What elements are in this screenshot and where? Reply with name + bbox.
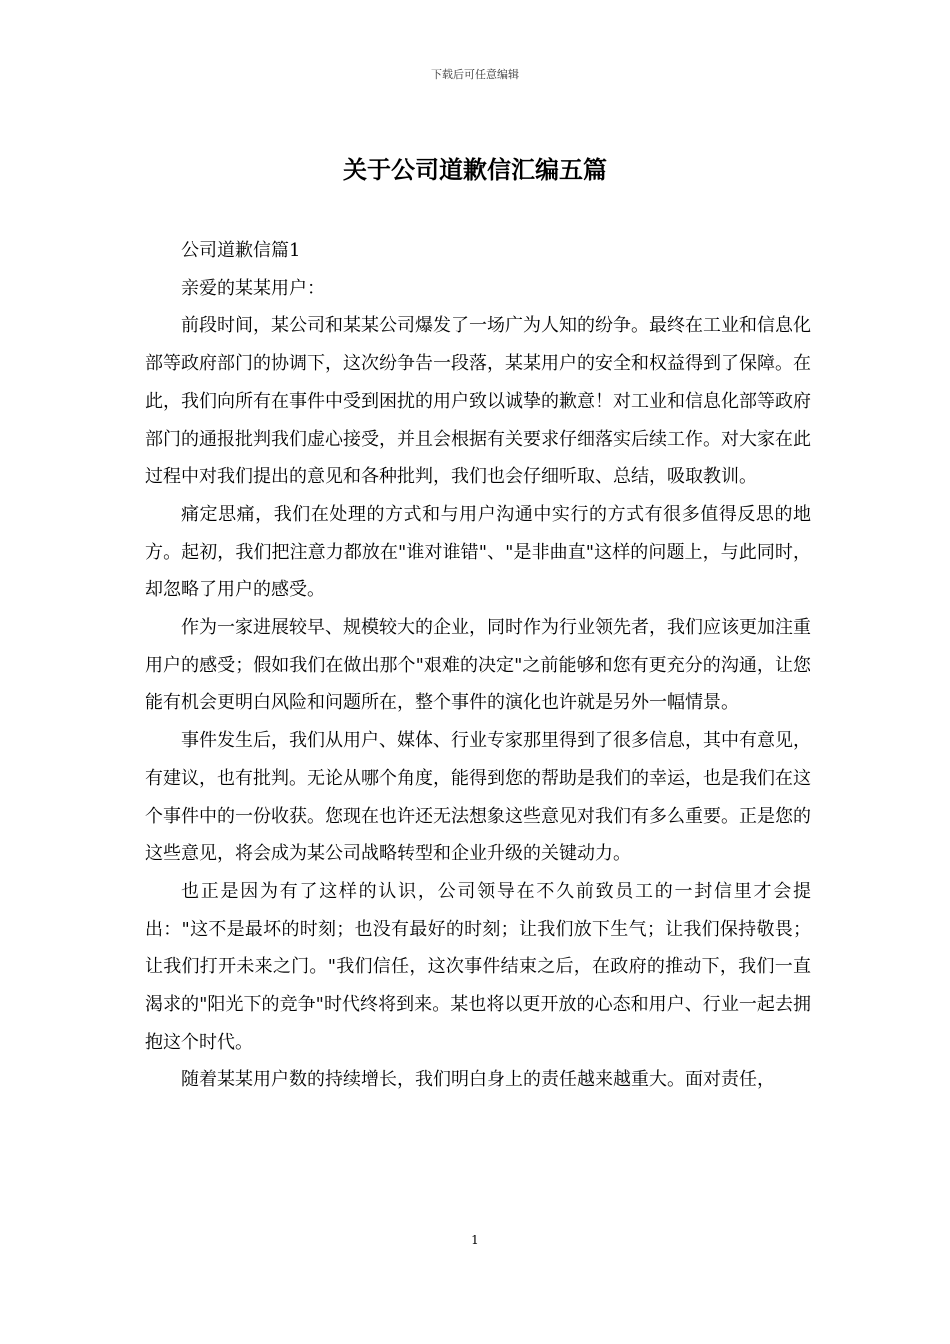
body-paragraph: 痛定思痛，我们在处理的方式和与用户沟通中实行的方式有很多值得反思的地方。起初，我们把注意力都放在"谁对谁错"、"是非曲直"这样的问题上，与此同时，却忽略了用户的感受。 <box>145 503 811 601</box>
salutation: 亲爱的某某用户： <box>181 277 325 299</box>
document-body <box>145 232 811 1099</box>
body-paragraph: 事件发生后，我们从用户、媒体、行业专家那里得到了很多信息，其中有意见，有建议，也有批判。无论从哪个角度，能得到您的帮助是我们的幸运，也是我们在这个事件中的一份收获。您现在也许还无法想象这些意见对我们有多么重要。正是您的这些意见，将会成为某公司战略转型和企业升级的关键动力。 <box>145 730 811 865</box>
body-paragraph: 随着某某用户数的持续增长，我们明白身上的责任越来越重大。面对责任， <box>181 1069 775 1091</box>
body-paragraph: 前段时间，某公司和某某公司爆发了一场广为人知的纷争。最终在工业和信息化部等政府部门的协调下，这次纷争告一段落，某某用户的安全和权益得到了保障。在此，我们向所有在事件中受到困扰的用户致以诚挚的歉意！对工业和信息化部等政府部门的通报批判我们虚心接受，并且会根据有关要求仔细落实后续工作。对大家在此过程中对我们提出的意见和各种批判，我们也会仔细听取、总结，吸取教训。 <box>145 315 811 488</box>
body-paragraph: 作为一家进展较早、规模较大的企业，同时作为行业领先者，我们应该更加注重用户的感受；假如我们在做出那个"艰难的决定"之前能够和您有更充分的沟通，让您能有机会更明白风险和问题所在，整个事件的演化也许就是另外一幅情景。 <box>145 617 811 714</box>
document-title: 关于公司道歉信汇编五篇 <box>343 155 607 184</box>
section-heading: 公司道歉信篇1 <box>181 240 301 261</box>
page-header-note: 下载后可任意编辑 <box>431 68 519 81</box>
body-paragraph: 也正是因为有了这样的认识，公司领导在不久前致员工的一封信里才会提出："这不是最坏的时刻；也没有最好的时刻；让我们放下生气；让我们保持敬畏；让我们打开未来之门。"我们信任，这次事件结束之后，在政府的推动下，我们一直渴求的"阳光下的竞争"时代终将到来。某也将以更开放的心态和用户、行业一起去拥抱这个时代。 <box>145 880 811 1053</box>
page-number: 1 <box>471 1233 479 1247</box>
